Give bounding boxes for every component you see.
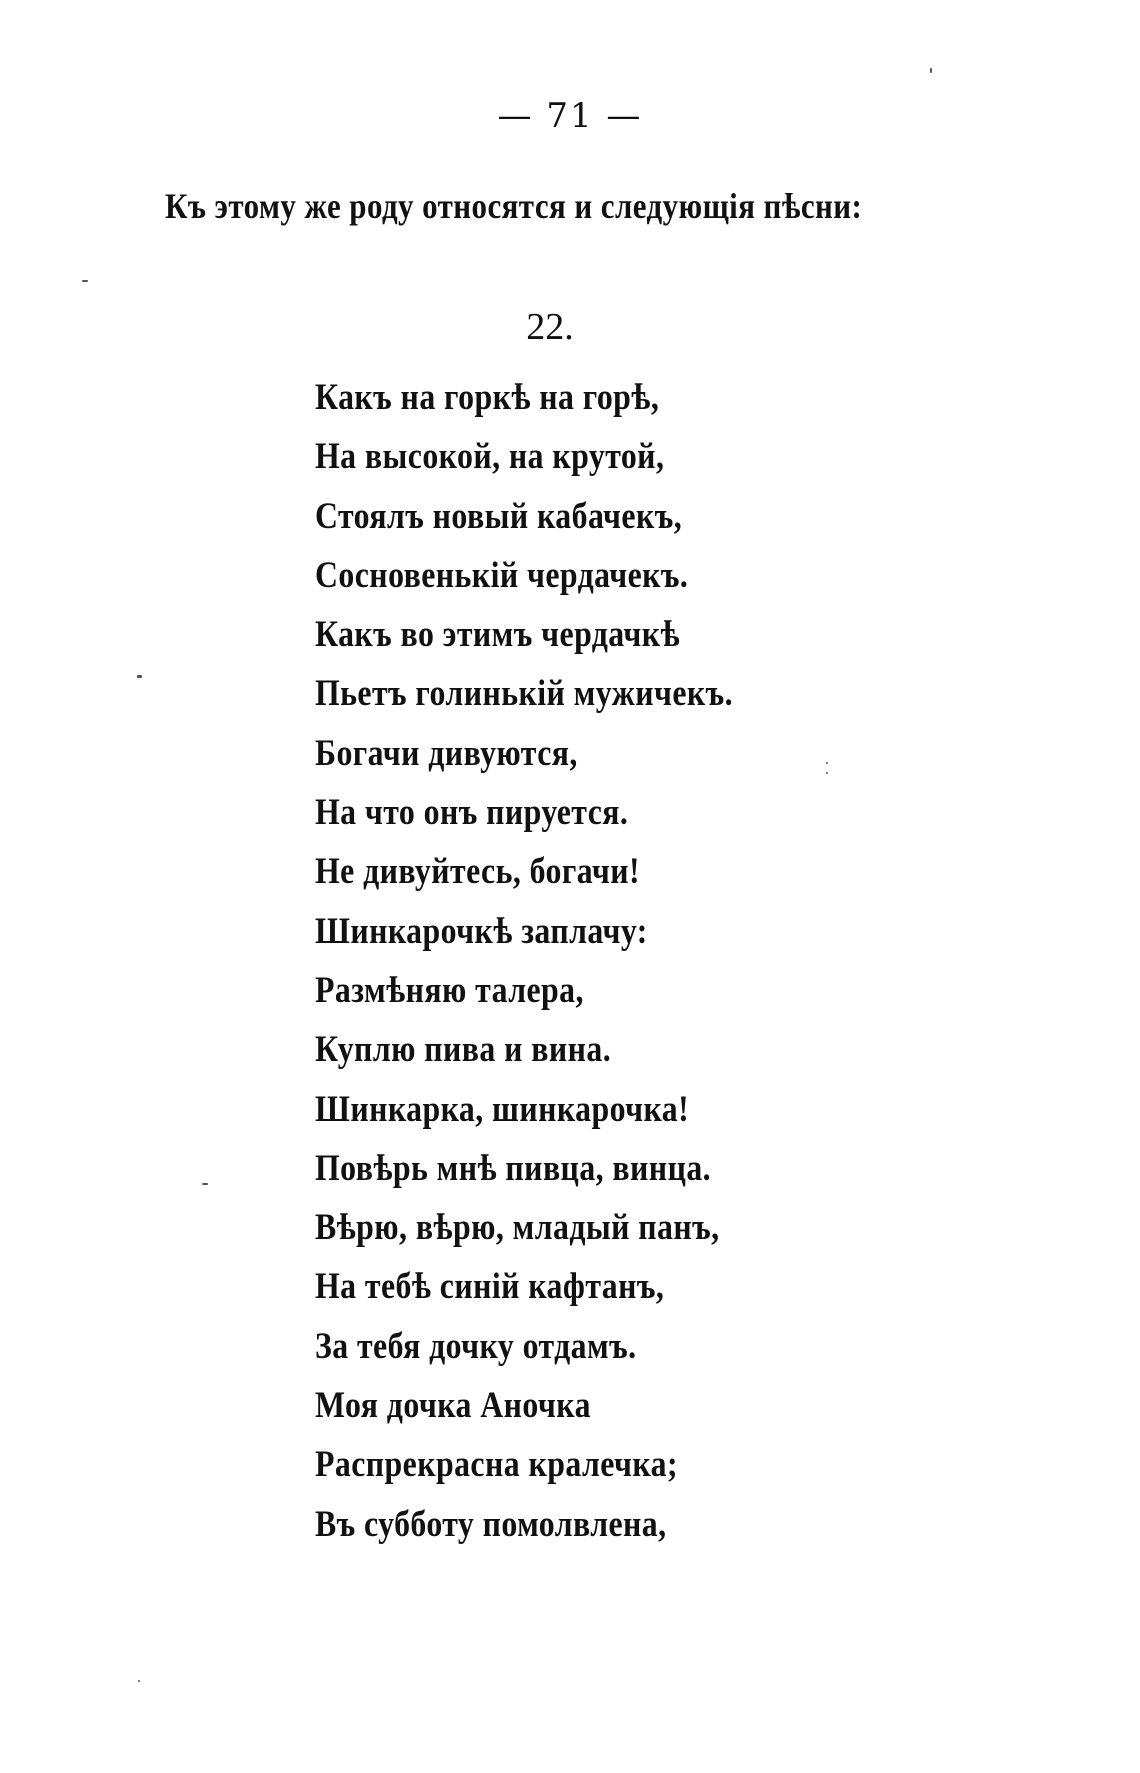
scan-speck: [138, 1680, 140, 1682]
poem-line: Моя дочка Аночка: [315, 1385, 591, 1427]
poem-line: На высокой, на крутой,: [315, 436, 665, 478]
poem-line: За тебя дочку отдамъ.: [315, 1325, 637, 1367]
poem-line: Богачи дивуются,: [315, 732, 578, 774]
poem-line: Не дивуйтесь, богачи!: [315, 851, 640, 893]
scan-speck: [826, 762, 828, 764]
poem-line: Какъ на горкѣ на горѣ,: [315, 377, 660, 418]
scan-speck: [826, 772, 828, 774]
poem-line: Въ субботу помолвлена,: [315, 1503, 667, 1545]
poem-line: Сосновенькій чердачекъ.: [315, 554, 689, 596]
scan-speck: [82, 280, 88, 282]
poem-line: Размѣняю талера,: [315, 969, 584, 1011]
page-number: — 71 —: [497, 96, 643, 136]
poem-line: Вѣрю, вѣрю, младый панъ,: [315, 1207, 720, 1249]
poem-text: [315, 368, 801, 1554]
poem-number: 22.: [526, 306, 574, 348]
poem-line: Шинкарка, шинкарочка!: [315, 1088, 690, 1130]
poem-line: Какъ во этимъ чердачкѣ: [315, 614, 681, 656]
scan-speck: [137, 675, 142, 678]
intro-line: Къ этому же роду относятся и следующія пѣсни:: [165, 186, 863, 226]
scan-speck: [930, 68, 932, 73]
poem-line: Повѣрь мнѣ пивца, винца.: [315, 1147, 712, 1189]
poem-line: Куплю пива и вина.: [315, 1029, 612, 1071]
poem-line: Распрекрасна кралечка;: [315, 1444, 679, 1486]
poem-line: На тебѣ синій кафтанъ,: [315, 1266, 665, 1308]
poem-line: Шинкарочкѣ заплачу:: [315, 910, 648, 952]
scan-speck: [202, 1183, 208, 1185]
poem-line: Пьетъ голинькій мужичекъ.: [315, 673, 734, 715]
poem-line: Стоялъ новый кабачекъ,: [315, 495, 683, 537]
poem-line: На что онъ пируется.: [315, 792, 629, 834]
